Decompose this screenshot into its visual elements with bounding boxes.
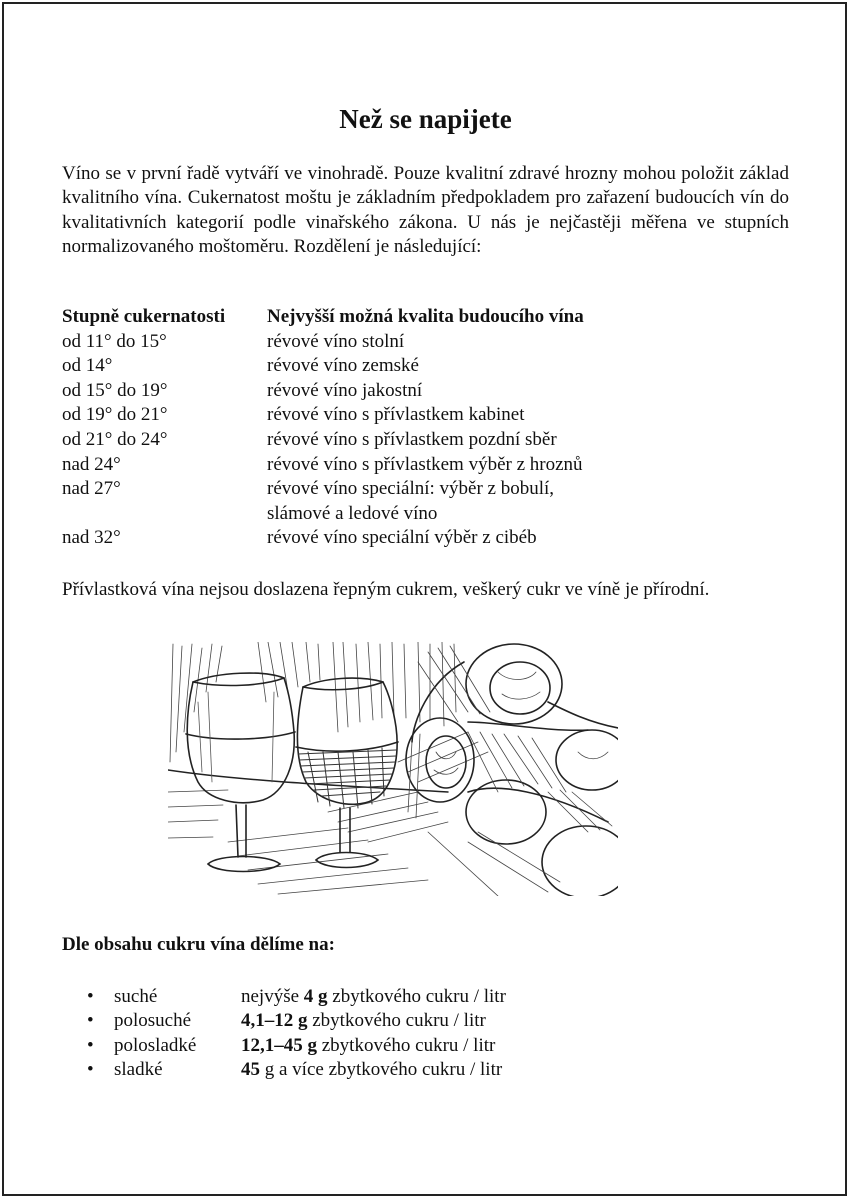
category-desc bbox=[241, 1009, 486, 1033]
category-name: polosuché bbox=[114, 1010, 192, 1032]
desc-amount: 45 bbox=[241, 1059, 260, 1081]
bullet: • bbox=[87, 986, 94, 1007]
table-row bbox=[62, 330, 584, 355]
desc-post: zbytkového cukru / litr bbox=[307, 1010, 486, 1032]
category-desc bbox=[241, 1034, 495, 1058]
table-row bbox=[62, 526, 584, 551]
table-cell-quality: révové víno s přívlastkem pozdní sběr bbox=[267, 428, 557, 450]
sugar-quality-table bbox=[62, 305, 584, 551]
table-cell-quality: révové víno jakostní bbox=[267, 379, 423, 401]
table-cell-degrees: od 11° do 15° bbox=[62, 330, 167, 352]
table-row bbox=[62, 477, 584, 502]
table-row bbox=[62, 354, 584, 379]
bullet: • bbox=[87, 1034, 94, 1056]
table-cell-degrees: od 19° do 21° bbox=[62, 404, 168, 426]
table-row bbox=[62, 502, 584, 527]
category-desc bbox=[241, 985, 506, 1009]
table-header-row bbox=[62, 305, 584, 330]
table-cell-quality: révové víno s přívlastkem výběr z hroznů bbox=[267, 453, 583, 475]
table-cell-quality: slámové a ledové víno bbox=[267, 502, 438, 524]
list-item bbox=[62, 1009, 506, 1033]
desc-post: zbytkového cukru / litr bbox=[317, 1034, 496, 1056]
table-cell-degrees: od 14° bbox=[62, 355, 113, 377]
table-row bbox=[62, 379, 584, 404]
sugar-category-list bbox=[62, 985, 506, 1083]
page-title: Než se napijete bbox=[339, 104, 512, 134]
table-cell-degrees: od 21° do 24° bbox=[62, 428, 168, 450]
table-cell-degrees: nad 32° bbox=[62, 527, 121, 549]
table-row bbox=[62, 453, 584, 478]
list-item bbox=[62, 1034, 506, 1058]
desc-post: g a více zbytkového cukru / litr bbox=[260, 1059, 503, 1081]
desc-amount: 4,1–12 g bbox=[241, 1010, 308, 1032]
table-cell-quality: révové víno speciální výběr z cibéb bbox=[267, 527, 537, 549]
list-item bbox=[62, 985, 506, 1009]
column-header-quality: Nejvyšší možná kvalita budoucího vína bbox=[267, 306, 584, 327]
table-cell-quality: révové víno zemské bbox=[267, 355, 419, 377]
desc-amount: 4 g bbox=[303, 986, 328, 1007]
desc-post: zbytkového cukru / litr bbox=[327, 986, 506, 1007]
desc-amount: 12,1–45 g bbox=[241, 1034, 317, 1056]
desc-pre: nejvýše bbox=[241, 986, 304, 1007]
table-cell-quality: révové víno stolní bbox=[267, 330, 405, 352]
bullet: • bbox=[87, 1059, 94, 1081]
table-cell-degrees: od 15° do 19° bbox=[62, 379, 168, 401]
category-name: polosladké bbox=[114, 1034, 197, 1056]
list-item bbox=[62, 1058, 506, 1082]
table-cell-quality: révové víno speciální: výběr z bobulí, bbox=[267, 478, 555, 500]
table-cell-degrees: nad 24° bbox=[62, 453, 121, 475]
category-name: sladké bbox=[114, 1059, 163, 1081]
table-cell-degrees bbox=[62, 502, 267, 527]
column-header-sugar-degrees: Stupně cukernatosti bbox=[62, 306, 226, 327]
intro-paragraph: Víno se v první řadě vytváří ve vinohradě. Pouze kvalitní zdravé hrozny mohou položit základ kvalitního vína. Cukernatost moštu je základním předpokladem pro zařazení budoucích vín do kvalitativních kategorií podle vinařského zákona. U nás je nejčastěji měřena ve stupních normalizovaného moštoměru. Rozdělení je následující: bbox=[62, 163, 789, 258]
category-name: suché bbox=[114, 986, 158, 1007]
table-row bbox=[62, 428, 584, 453]
wine-glasses-barrels-sketch bbox=[168, 642, 618, 896]
table-row bbox=[62, 403, 584, 428]
table-cell-degrees: nad 27° bbox=[62, 478, 121, 500]
note-paragraph: Přívlastková vína nejsou doslazena řepným cukrem, veškerý cukr ve víně je přírodní. bbox=[62, 579, 710, 600]
category-desc bbox=[241, 1058, 502, 1082]
table-cell-quality: révové víno s přívlastkem kabinet bbox=[267, 404, 525, 426]
sugar-heading: Dle obsahu cukru vína dělíme na: bbox=[62, 934, 335, 955]
bullet: • bbox=[87, 1010, 94, 1032]
